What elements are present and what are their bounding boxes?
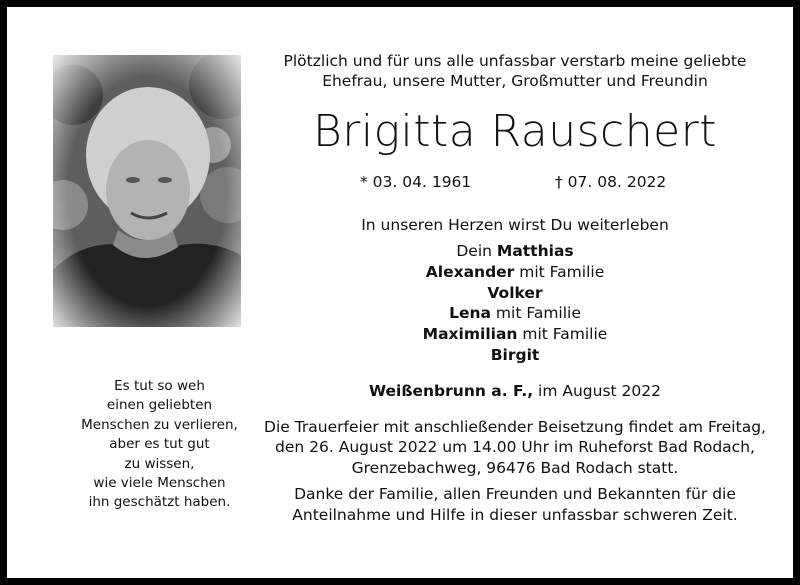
poem-line: aber es tut gut bbox=[109, 436, 210, 453]
ceremony-line: den 26. August 2022 um 14.00 Uhr im Ruheforst Bad Rodach, bbox=[275, 438, 755, 457]
birth-date: * 03. 04. 1961 bbox=[360, 173, 472, 191]
portrait-illustration bbox=[53, 55, 241, 327]
place-and-date bbox=[255, 381, 775, 401]
family-member bbox=[255, 303, 775, 324]
family-list bbox=[255, 241, 775, 366]
family-name: Alexander bbox=[425, 262, 515, 281]
family-name: Birgit bbox=[490, 345, 540, 364]
intro-text bbox=[255, 51, 775, 91]
family-suffix: mit Familie bbox=[517, 325, 608, 344]
family-prefix: Dein bbox=[456, 242, 497, 260]
thanks-line: Danke der Familie, allen Freunden und Bekannten für die bbox=[294, 485, 736, 504]
poem-line: Menschen zu verlieren, bbox=[81, 416, 238, 433]
life-dates bbox=[255, 173, 775, 197]
family-name: Maximilian bbox=[422, 325, 518, 344]
family-member bbox=[255, 262, 775, 283]
ceremony-line: Grenzebachweg, 96476 Bad Rodach statt. bbox=[351, 458, 679, 477]
deceased-name: Brigitta Rauschert bbox=[312, 106, 718, 157]
poem-line: einen geliebten bbox=[106, 397, 213, 414]
family-member bbox=[255, 345, 775, 366]
family-member bbox=[255, 324, 775, 345]
thanks-text bbox=[255, 484, 775, 525]
portrait-photo bbox=[53, 55, 241, 327]
family-name: Lena bbox=[449, 304, 491, 323]
family-suffix: mit Familie bbox=[491, 304, 581, 323]
family-name: Matthias bbox=[496, 242, 574, 260]
death-date: † 07. 08. 2022 bbox=[555, 173, 667, 191]
ceremony-line: Die Trauerfeier mit anschließender Beisetzung findet am Freitag, bbox=[264, 417, 766, 436]
poem-line: ihn geschätzt haben. bbox=[88, 494, 231, 511]
poem-line: wie viele Menschen bbox=[93, 475, 226, 492]
intro-line: Plötzlich und für uns alle unfassbar verstarb meine geliebte bbox=[283, 52, 747, 70]
family-member bbox=[255, 241, 775, 262]
place-date: im August 2022 bbox=[533, 381, 661, 400]
family-suffix: mit Familie bbox=[514, 262, 605, 281]
poem-line: Es tut so weh bbox=[114, 378, 205, 394]
thanks-line: Anteilnahme und Hilfe in dieser unfassbar schweren Zeit. bbox=[292, 505, 738, 524]
main-text-column bbox=[255, 51, 775, 525]
intro-line: Ehefrau, unsere Mutter, Großmutter und Freundin bbox=[322, 72, 708, 90]
poem-line: zu wissen, bbox=[124, 455, 195, 472]
family-name: Volker bbox=[487, 283, 543, 302]
place-town: Weißenbrunn a. F., bbox=[368, 381, 534, 400]
poem-text bbox=[67, 377, 252, 513]
ceremony-notice bbox=[255, 417, 775, 479]
family-member bbox=[255, 283, 775, 304]
heart-line: In unseren Herzen wirst Du weiterleben bbox=[361, 216, 669, 234]
